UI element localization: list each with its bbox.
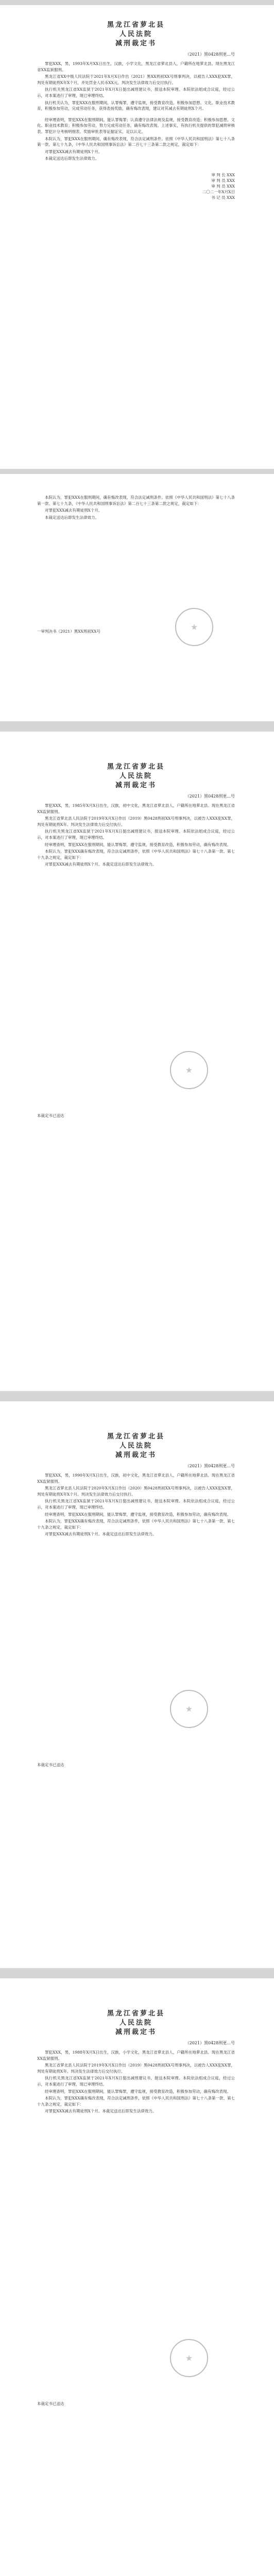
court-name: 黑龙江省萝北县 xyxy=(107,763,165,771)
court-seal xyxy=(175,608,213,646)
paragraph: 本院认为，罪犯XXX确有悔改表现，符合法定减刑条件，依照《中华人民共和国刑法》第七十八条第一款、第七十九条之规定，裁定如下： xyxy=(37,849,235,860)
court-name: 黑龙江省萝北县 xyxy=(107,21,165,29)
footer-note: 本裁定书已送达 xyxy=(37,1762,64,1767)
paragraph: 对罪犯XXX减去有期徒刑X个月。本裁定送达后即发生法律效力。 xyxy=(45,2109,157,2114)
case-number: （2021）黑0428刑更...号 xyxy=(185,2041,235,2045)
court-seal xyxy=(170,1051,208,1089)
document-title: 减刑裁定书 xyxy=(115,782,157,789)
court-seal xyxy=(170,2339,208,2377)
paragraph: 对罪犯XXX减去有期徒刑X个月。本裁定送达后即发生法律效力。 xyxy=(45,1532,157,1537)
document-title: 减刑裁定书 xyxy=(115,40,157,47)
paragraph: 本裁定送达后即发生法律效力。 xyxy=(45,515,99,520)
paragraph: 经审理查明，罪犯XXX在服刑期间，能认罪悔罪，遵守监规，接受教育改造，积极参加劳动，确有悔改表现。 xyxy=(45,842,231,847)
paragraph: 黑龙江省XX中级人民法院于2021年X月X日作出（2021）黑XX刑初XX号刑事判决，以被告人XXX犯XX罪，判处有期徒刑X年X个月，并处罚金人民币XX元。判决发生法律效力后交付执行。 xyxy=(37,74,235,85)
paragraph: 执行机关黑龙江省XX监狱于2021年X月X日提出减刑建议书，报送本院审理。本院依法组成合议庭，经过公示，对本案进行了审理，现已审理终结。 xyxy=(37,829,235,840)
paragraph: 黑龙江省萝北县人民法院于2019年X月X日作出（2019）黑0428刑初XX号刑事判决，以被告人XXX犯XX罪，判处有期徒刑X年。判决发生法律效力后交付执行。 xyxy=(37,2063,235,2074)
document-page-3 xyxy=(0,732,274,1391)
court-name-line2: 人民法院 xyxy=(119,30,152,38)
document-title: 减刑裁定书 xyxy=(115,1451,157,1459)
paragraph: 执行机关黑龙江省XX监狱于2021年X月X日提出减刑建议书，报送本院审理。本院依法组成合议庭，经过公示，对本案进行了审理，现已审理终结。 xyxy=(37,2076,235,2087)
court-seal xyxy=(170,1690,208,1728)
paragraph: 罪犯XXX，男，1990年X月X日出生，汉族，初中文化，黑龙江省萝北县人，户籍所在地萝北县。现在黑龙江省XX监狱服刑。 xyxy=(37,1473,235,1484)
document-page-2 xyxy=(0,474,274,721)
footer-note: 本裁定书已送达 xyxy=(37,2401,64,2406)
paragraph: 对罪犯XXX减去有期徒刑X个月。本裁定送达后即发生法律效力。 xyxy=(45,862,157,867)
court-name-line2: 人民法院 xyxy=(119,772,152,780)
signing-date: 二〇二一年X月X日 xyxy=(202,189,235,194)
footer-note: 一审判决书（2021）黑XX刑初XX号 xyxy=(37,629,100,634)
paragraph: 执行机关认为，罪犯XXX在服刑期间，认罪悔罪，遵守监规，接受教育改造，积极参加思想、文化、职业技术教育，积极参加劳动，完成劳动任务，获得表扬奖励，确有悔改表现，建议对其减去有期徒刑X个月。 xyxy=(37,100,235,111)
paragraph: 经审理查明，罪犯XXX在服刑期间，能认罪悔罪；认真遵守法律法规及监规，接受教育改造；积极参加思想、文化、职业技术教育；积极参加劳动，努力完成劳动任务，确有悔改表现。上述事实，有执行机关提供的罪犯减刑审核表、罪犯计分考核明细表、奖励审批表等证据证实，足以认定。 xyxy=(37,117,235,134)
court-name: 黑龙江省萝北县 xyxy=(107,2010,165,2018)
court-name: 黑龙江省萝北县 xyxy=(107,1433,165,1440)
paragraph: 对罪犯XXX减去有期徒刑X个月。 xyxy=(45,149,102,154)
clerk-signature: 书 记 员 XXX xyxy=(211,195,235,200)
court-name-line2: 人民法院 xyxy=(119,2019,152,2027)
case-number: （2021）黑0428刑更...号 xyxy=(185,794,235,799)
paragraph: 罪犯XXX，男，1988年X月X日出生，汉族，小学文化，黑龙江省萝北县人，户籍所在地萝北县。现在黑龙江省XX监狱服刑。 xyxy=(37,2050,235,2061)
paragraph: 本裁定送达后即发生法律效力。 xyxy=(45,156,99,161)
paragraph: 黑龙江省萝北县人民法院于2020年X月X日作出（2020）黑0428刑初XX号刑事判决，以被告人XXX犯XX罪，判处有期徒刑X年X个月。判决发生法律效力后交付执行。 xyxy=(37,1486,235,1497)
paragraph: 对罪犯XXX减去有期徒刑X个月。 xyxy=(45,508,102,513)
document-page-5 xyxy=(0,1978,274,2576)
footer-note: 本裁定书已送达 xyxy=(37,1113,64,1118)
judge-signature: 审 判 员 XXX xyxy=(211,178,235,183)
judge-signature: 审 判 员 XXX xyxy=(211,183,235,189)
paragraph: 罪犯XXX，男，1993年X月XX日出生，汉族，小学文化，黑龙江省萝北县人，户籍所在地萝北县。现在黑龙江省XX监狱服刑。 xyxy=(37,61,235,72)
paragraph: 本院认为，罪犯XXX确有悔改表现，符合法定减刑条件，依照《中华人民共和国刑法》第七十八条第一款、第七十九条之规定，裁定如下： xyxy=(37,2096,235,2107)
judge-signature: 审 判 长 XXX xyxy=(211,172,235,177)
document-page-4 xyxy=(0,1401,274,1968)
case-number: （2021）黑0428刑更...号 xyxy=(185,52,235,57)
paragraph: 经审理查明，罪犯XXX在服刑期间，能认罪悔罪，遵守监规，接受教育改造，积极参加劳动，确有悔改表现。 xyxy=(45,2089,231,2094)
paragraph: 经审理查明，罪犯XXX在服刑期间，能认罪悔罪，遵守监规，接受教育改造，积极参加劳动，确有悔改表现。 xyxy=(45,1512,231,1517)
case-number: （2021）黑0428刑更...号 xyxy=(185,1464,235,1468)
paragraph: 本院认为，罪犯XXX在服刑期间，确有悔改表现，符合法定减刑条件。依照《中华人民共和国刑法》第七十八条第一款、第七十九条，《中华人民共和国刑事诉讼法》第二百七十三条第二款之规定，裁定如下： xyxy=(37,495,235,506)
paragraph: 本院认为，罪犯XXX在服刑期间，确有悔改表现，符合法定减刑条件。依照《中华人民共和国刑法》第七十八条第一款、第七十九条，《中华人民共和国刑事诉讼法》第二百七十三条第二款之规定，裁定如下： xyxy=(37,136,235,147)
paragraph: 本院认为，罪犯XXX确有悔改表现，符合法定减刑条件，依照《中华人民共和国刑法》第七十八条第一款、第七十九条之规定，裁定如下： xyxy=(37,1519,235,1530)
document-title: 减刑裁定书 xyxy=(115,2028,157,2036)
paragraph: 执行机关黑龙江省XX监狱于2021年X月X日提出减刑建议书，报送本院审理。本院依法组成合议庭，经过公示，对本案进行了审理，现已审理终结。 xyxy=(37,87,235,98)
paragraph: 黑龙江省萝北县人民法院于2019年X月X日作出（2019）黑0428刑初XX号刑事判决，以被告人XXX犯XX罪，判处有期徒刑X年。判决发生法律效力后交付执行。 xyxy=(37,816,235,827)
court-name-line2: 人民法院 xyxy=(119,1442,152,1450)
paragraph: 罪犯XXX，男，1985年X月X日出生，汉族，初中文化，黑龙江省萝北县人，户籍所在地萝北县。现在黑龙江省XX监狱服刑。 xyxy=(37,803,235,814)
paragraph: 执行机关黑龙江省XX监狱于2021年X月X日提出减刑建议书，报送本院审理。本院依法组成合议庭，经过公示，对本案进行了审理，现已审理终结。 xyxy=(37,1499,235,1510)
document-page-1 xyxy=(0,5,274,469)
